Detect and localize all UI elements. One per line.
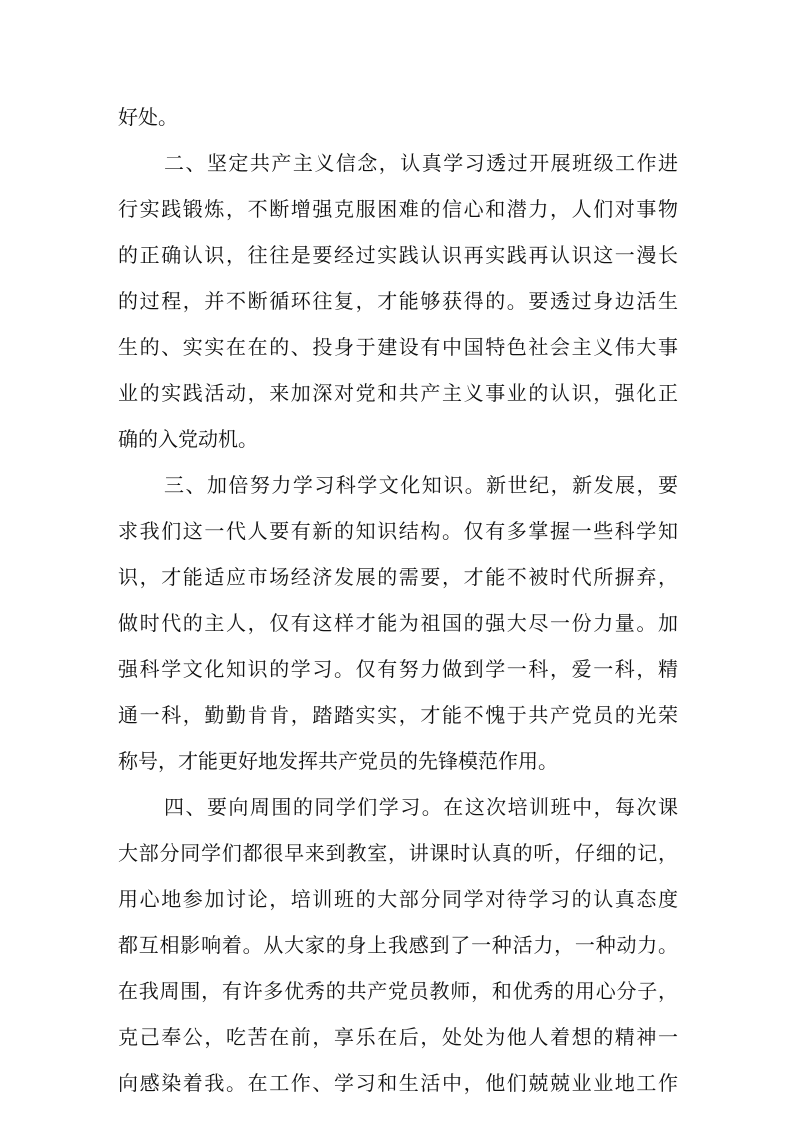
paragraph-line: 都互相影响着。从大家的身上我感到了一种活力，一种动力。	[118, 933, 678, 957]
paragraph-line: 好处。	[118, 105, 178, 129]
paragraph-line: 做时代的主人，仅有这样才能为祖国的强大尽一份力量。加	[118, 611, 678, 635]
paragraph-line: 生的、实实在在的、投身于建设有中国特色社会主义伟大事	[118, 335, 678, 359]
paragraph-line: 通一科，勤勤肯肯，踏踏实实，才能不愧于共产党员的光荣	[118, 703, 678, 727]
paragraph-line: 三、加倍努力学习科学文化知识。新世纪，新发展，要	[164, 473, 678, 497]
paragraph-line: 在我周围，有许多优秀的共产党员教师，和优秀的用心分子，	[118, 979, 678, 1003]
paragraph-line: 克己奉公，吃苦在前，享乐在后，处处为他人着想的精神一	[118, 1025, 678, 1049]
paragraph-line: 识，才能适应市场经济发展的需要，才能不被时代所摒弃，	[118, 565, 678, 589]
paragraph-line: 的过程，并不断循环往复，才能够获得的。要透过身边活生	[118, 289, 678, 313]
paragraph-line: 强科学文化知识的学习。仅有努力做到学一科，爱一科，精	[118, 657, 678, 681]
paragraph-line: 向感染着我。在工作、学习和生活中，他们兢兢业业地工作	[118, 1071, 678, 1095]
paragraph-line: 用心地参加讨论，培训班的大部分同学对待学习的认真态度	[118, 887, 678, 911]
paragraph-line: 称号，才能更好地发挥共产党员的先锋模范作用。	[118, 749, 558, 773]
paragraph-line: 的正确认识，往往是要经过实践认识再实践再认识这一漫长	[118, 243, 678, 267]
paragraph-line: 大部分同学们都很早来到教室，讲课时认真的听，仔细的记，	[118, 841, 678, 865]
paragraph-line: 业的实践活动，来加深对党和共产主义事业的认识，强化正	[118, 381, 678, 405]
paragraph-line: 确的入党动机。	[118, 427, 258, 451]
paragraph-line: 四、要向周围的同学们学习。在这次培训班中，每次课	[164, 795, 678, 819]
paragraph-line: 行实践锻炼，不断增强克服困难的信心和潜力，人们对事物	[118, 197, 678, 221]
paragraph-line: 二、坚定共产主义信念，认真学习透过开展班级工作进	[164, 151, 678, 175]
paragraph-line: 求我们这一代人要有新的知识结构。仅有多掌握一些科学知	[118, 519, 678, 543]
